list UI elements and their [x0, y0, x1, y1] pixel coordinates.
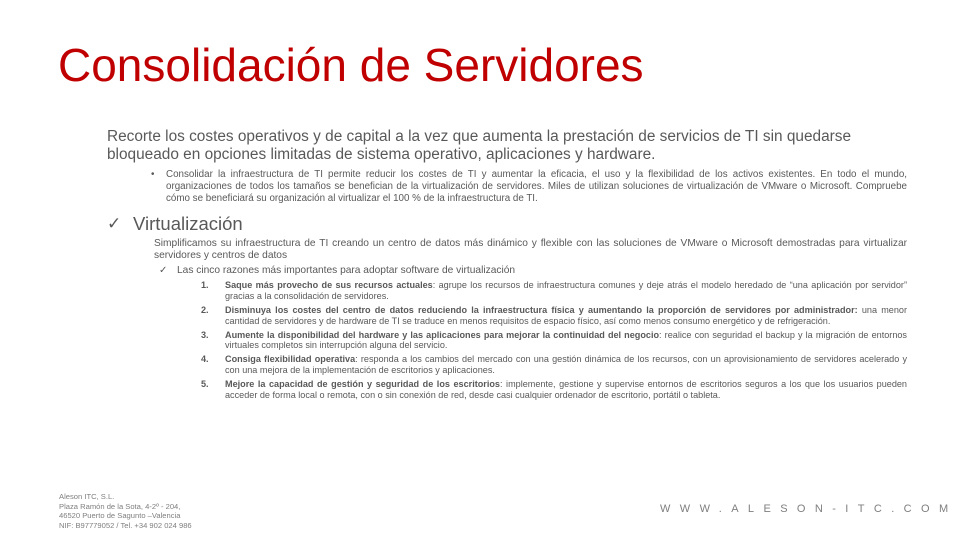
- footer-address-line: Plaza Ramón de la Sota, 4-2º - 204,: [59, 501, 181, 511]
- footer-contact: NIF: B97779052 / Tel. +34 902 024 986: [59, 520, 192, 530]
- reasons-heading: [159, 265, 907, 277]
- bullet-dot-icon: •: [151, 169, 155, 180]
- reason-title: Mejore la capacidad de gestión y seguridad de los escritorios: [225, 378, 500, 389]
- footer-website-link[interactable]: WWW.ALESON-ITC.COM: [660, 503, 958, 515]
- reason-item: [201, 378, 907, 401]
- reason-number: 1.: [201, 280, 209, 291]
- virtualization-heading: [107, 213, 907, 235]
- reason-title: Aumente la disponibilidad del hardware y las aplicaciones para mejorar la continuidad del negocio: [225, 329, 660, 340]
- reasons-list: [201, 280, 907, 400]
- reason-title: Disminuya los costes del centro de datos reduciendo la infraestructura física y aumentando la proporción de servidores por administrador:: [225, 304, 858, 315]
- reasons-heading-text: Las cinco razones más importantes para adoptar software de virtualización: [177, 265, 516, 277]
- virtualization-description: Simplificamos su infraestructura de TI creando un centro de datos más dinámico y flexible con las soluciones de VMware o Microsoft demostradas para virtualizar servidores y centros de datos: [154, 238, 907, 262]
- intro-paragraph: Recorte los costes operativos y de capital a la vez que aumenta la prestación de servicios de TI sin quedarse bloqueado en opciones limitadas de sistema operativo, aplicaciones y hardware.: [107, 128, 852, 163]
- reason-title: Consiga flexibilidad operativa: [225, 354, 356, 365]
- reason-number: 4.: [201, 354, 209, 365]
- reason-item: [201, 304, 907, 327]
- consolidation-text: Consolidar la infraestructura de TI permite reducir los costes de TI y aumentar la eficacia, el uso y la flexibilidad de los activos existentes. En todo el mundo, organizaciones de todos los tamaños se benefician de la virtualización de servidores. Miles de utilizan soluciones de virtualización de VMware o Microsoft. Compruebe cómo se beneficiará su organización al virtualizar el 100 % de la infraestructura de TI.: [166, 169, 907, 204]
- reason-number: 5.: [201, 378, 209, 389]
- reason-number: 2.: [201, 304, 209, 315]
- consolidation-bullet: [151, 169, 907, 204]
- virtualization-heading-text: Virtualización: [133, 213, 243, 235]
- footer-company: Aleson ITC, S.L.: [59, 492, 115, 501]
- reason-item: [201, 354, 907, 376]
- slide-title: Consolidación de Servidores: [58, 39, 644, 91]
- reason-item: [201, 280, 907, 302]
- reason-item: [201, 329, 907, 352]
- reason-text: : agrupe los recursos de infraestructura comunes y deje atrás el modelo heredado de “una aplicación por servidor” gracias a la consolidación de servidores.: [225, 280, 907, 302]
- reason-text: : implemente, gestione y supervise entornos de escritorios seguros a los que los usuarios pueden acceder de forma local o remota, con o sin conexión de red, desde casi cualquier ordenador de escritorio, portátil o tableta.: [225, 378, 907, 400]
- reason-title: Saque más provecho de sus recursos actuales: [225, 280, 433, 291]
- reason-text: : realice con seguridad el backup y la migración de entornos virtuales completos sin interrupción alguna del servicio.: [225, 329, 907, 351]
- slide-content: [107, 128, 907, 403]
- reason-number: 3.: [201, 329, 209, 340]
- footer-address-line: 46520 Puerto de Sagunto –Valencia: [59, 511, 181, 521]
- checkmark-icon: ✓: [107, 214, 122, 234]
- footer-address: [59, 492, 192, 530]
- reason-text: : responda a los cambios del mercado con una gestión dinámica de los recursos, con un aprovisionamiento de servidores acelerado y con una mejora de la implementación de escritorios y aplicaciones.: [225, 354, 907, 375]
- checkmark-icon: ✓: [159, 265, 168, 277]
- reason-text: una menor cantidad de servidores y de hardware de TI se traduce en menos requisitos de espacio físico, así como menos consumo energético y de refrigeración.: [225, 304, 907, 326]
